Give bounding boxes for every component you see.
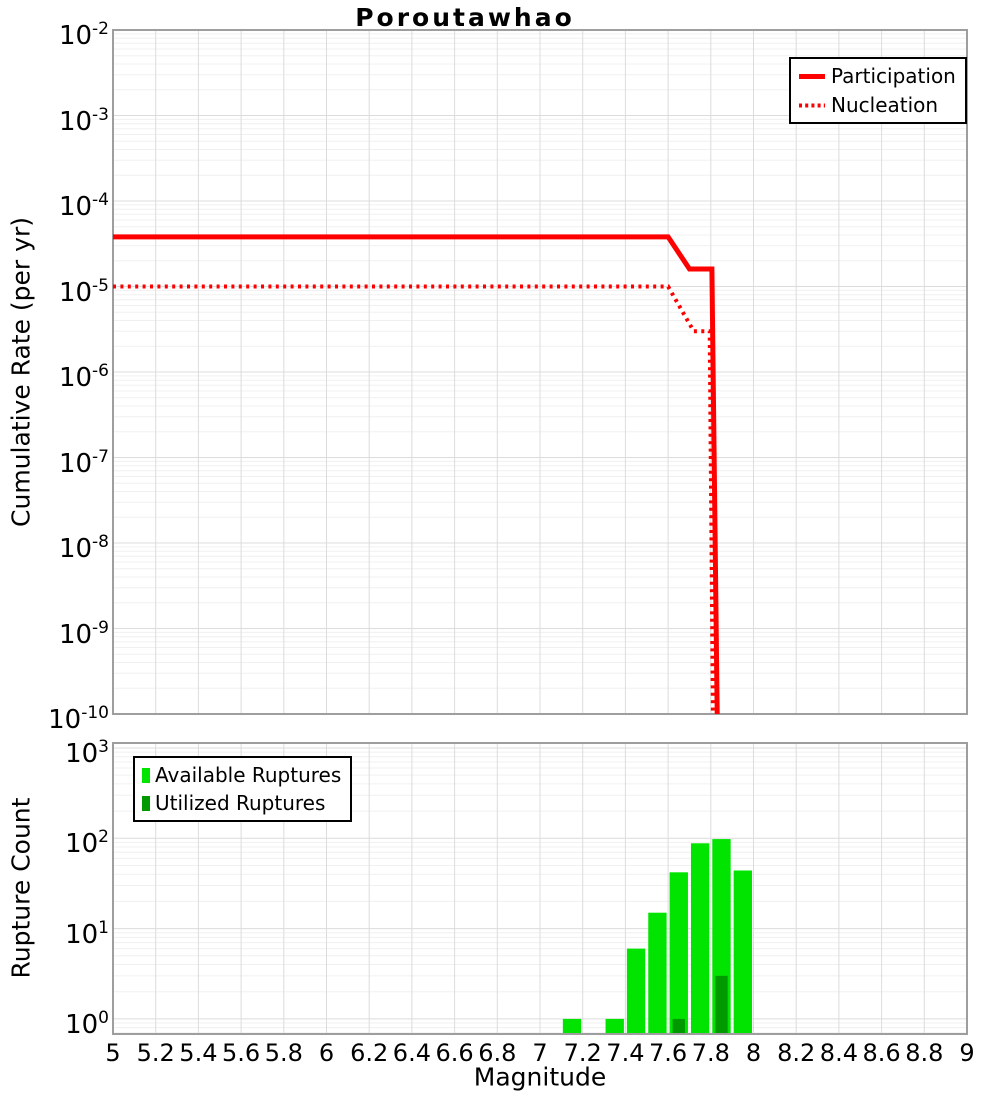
available-bar-m7.6 (670, 872, 688, 1033)
x-tick-8.8: 8.8 (905, 1039, 944, 1067)
x-tick-7: 7 (532, 1039, 548, 1067)
x-tick-8.6: 8.6 (862, 1039, 901, 1067)
legend-row-participation (798, 64, 956, 88)
top-y-axis-title: Cumulative Rate (per yr) (6, 217, 36, 527)
y-tick-10e-7: $10^{-7}$ (58, 446, 109, 479)
participation-solid-line-icon (798, 73, 826, 80)
x-tick-7.4: 7.4 (606, 1039, 645, 1067)
x-tick-6.8: 6.8 (478, 1039, 517, 1067)
y-tick-10e-9: $10^{-9}$ (58, 617, 109, 650)
y-tick-10e2: $10^2$ (65, 827, 109, 860)
utilized-ruptures-swatch-icon (142, 796, 150, 811)
x-tick-6.4: 6.4 (392, 1039, 431, 1067)
legend-row-utilized (142, 791, 341, 815)
rupture-legend (133, 756, 352, 822)
legend-label-nucleation: Nucleation (831, 93, 939, 117)
y-tick-10e-6: $10^{-6}$ (58, 361, 109, 393)
y-tick-10e-4: $10^{-4}$ (58, 190, 109, 222)
nucleation-dotted-line-icon (798, 102, 826, 109)
available-ruptures-swatch-icon (142, 768, 150, 783)
y-tick-10e-10: $10^{-10}$ (48, 703, 109, 735)
x-tick-8: 8 (745, 1039, 762, 1067)
y-tick-10e1: $10^1$ (65, 917, 109, 950)
x-tick-7.6: 7.6 (649, 1039, 688, 1067)
x-tick-5: 5 (105, 1039, 121, 1067)
chart-title: Poroutawhao (355, 3, 575, 32)
x-tick-5.2: 5.2 (136, 1039, 175, 1067)
bottom-y-axis-title: Rupture Count (6, 797, 36, 979)
x-tick-6: 6 (318, 1039, 335, 1067)
y-tick-10e-3: $10^{-3}$ (58, 104, 109, 137)
x-tick-8.4: 8.4 (819, 1039, 858, 1067)
available-bar-m7.5 (648, 913, 666, 1033)
available-bar-m7.4 (627, 949, 645, 1033)
x-tick-5.4: 5.4 (179, 1039, 218, 1067)
legend-label-participation: Participation (831, 64, 956, 88)
available-bar-m7.1 (563, 1019, 581, 1033)
available-bar-m7.9 (734, 870, 752, 1033)
x-tick-6.2: 6.2 (350, 1039, 389, 1067)
utilized-bar-m7.6 (673, 1019, 685, 1033)
legend-label-available: Available Ruptures (155, 763, 342, 787)
utilized-bar-m7.8 (715, 976, 727, 1033)
x-tick-6.6: 6.6 (435, 1039, 474, 1067)
x-tick-7.8: 7.8 (691, 1039, 730, 1067)
x-axis-title: Magnitude (473, 1062, 607, 1092)
x-tick-9: 9 (959, 1039, 975, 1067)
legend-row-nucleation (798, 93, 956, 117)
available-bar-m7.3 (606, 1019, 624, 1033)
y-tick-10e-2: $10^{-2}$ (58, 19, 109, 51)
participation-line (113, 237, 717, 714)
available-bar-m7.7 (691, 843, 709, 1033)
x-tick-5.6: 5.6 (222, 1039, 261, 1067)
x-tick-7.2: 7.2 (563, 1039, 602, 1067)
legend-label-utilized: Utilized Ruptures (155, 791, 326, 815)
y-tick-10e3: $10^3$ (65, 736, 109, 769)
y-tick-10e0: $10^0$ (65, 1007, 109, 1040)
legend-row-available (142, 763, 341, 787)
x-tick-8.2: 8.2 (777, 1039, 816, 1067)
y-tick-10e-5: $10^{-5}$ (58, 275, 109, 308)
x-tick-5.8: 5.8 (264, 1039, 303, 1067)
nucleation-line (113, 287, 713, 715)
y-tick-10e-8: $10^{-8}$ (58, 532, 109, 564)
rate-legend (789, 57, 967, 124)
